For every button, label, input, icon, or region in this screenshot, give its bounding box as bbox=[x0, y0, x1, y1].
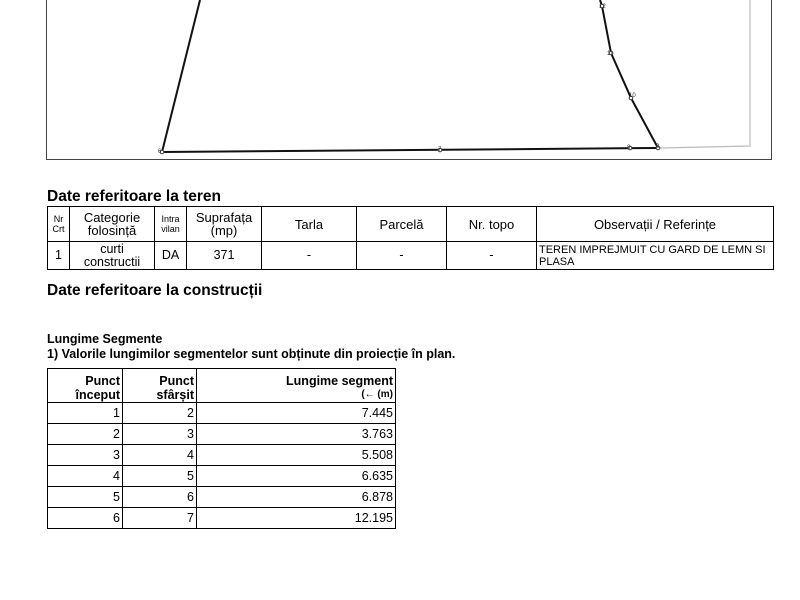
header-intravilan: Intra vilan bbox=[155, 207, 187, 242]
segment-row bbox=[48, 445, 396, 466]
cell-nr: 1 bbox=[48, 242, 70, 270]
segmente-header-row bbox=[48, 369, 396, 403]
cell-length: 3.763 bbox=[197, 424, 396, 445]
header-nr-crt: Nr Crt bbox=[48, 207, 70, 242]
cell-length: 7.445 bbox=[197, 403, 396, 424]
cell-length: 6.635 bbox=[197, 466, 396, 487]
cell-start: 1 bbox=[48, 403, 123, 424]
segment-row bbox=[48, 508, 396, 529]
segment-row bbox=[48, 487, 396, 508]
cell-end: 4 bbox=[123, 445, 197, 466]
header-punct-inceput: Punct început bbox=[48, 369, 123, 403]
cell-length: 6.878 bbox=[197, 487, 396, 508]
cell-suprafata: 371 bbox=[187, 242, 262, 270]
segmente-note: 1) Valorile lungimilor segmentelor sunt obținute din proiecție în plan. bbox=[47, 347, 456, 361]
parcel-plan bbox=[0, 0, 800, 170]
point-label: 7 bbox=[438, 147, 442, 153]
header-punct-sfarsit: Punct sfârșit bbox=[123, 369, 197, 403]
teren-row bbox=[48, 242, 774, 270]
header-suprafata: Suprafața (mp) bbox=[187, 207, 262, 242]
segment-row bbox=[48, 466, 396, 487]
point-label: 9 bbox=[656, 144, 660, 150]
cell-tarla: - bbox=[262, 242, 357, 270]
segmente-title: Lungime Segmente bbox=[47, 332, 163, 346]
segmente-body bbox=[48, 403, 396, 529]
point-label: 8 bbox=[627, 145, 631, 151]
cell-parcela: - bbox=[357, 242, 447, 270]
cell-start: 3 bbox=[48, 445, 123, 466]
header-nr-topo: Nr. topo bbox=[447, 207, 537, 242]
cell-end: 7 bbox=[123, 508, 197, 529]
cell-start: 2 bbox=[48, 424, 123, 445]
header-lungime-label: Lungime segment bbox=[286, 374, 393, 388]
cell-start: 4 bbox=[48, 466, 123, 487]
teren-table bbox=[47, 206, 774, 270]
cell-categorie: curti constructii bbox=[70, 242, 155, 270]
neighbor-boundary-line bbox=[660, 0, 750, 148]
parcel-edge bbox=[162, 0, 200, 152]
cell-length: 12.195 bbox=[197, 508, 396, 529]
cell-end: 3 bbox=[123, 424, 197, 445]
teren-section-title: Date referitoare la teren bbox=[47, 188, 222, 205]
plan-points bbox=[160, 4, 660, 154]
segmente-table bbox=[47, 368, 396, 529]
header-lungime-unit: (← (m) bbox=[361, 389, 393, 400]
segment-row bbox=[48, 403, 396, 424]
point-label: 10 bbox=[629, 93, 636, 99]
header-observatii: Observații / Referințe bbox=[537, 207, 774, 242]
segment-row bbox=[48, 424, 396, 445]
cell-start: 6 bbox=[48, 508, 123, 529]
constructii-section-title: Date referitoare la construcții bbox=[47, 282, 263, 299]
cell-end: 2 bbox=[123, 403, 197, 424]
cell-end: 5 bbox=[123, 466, 197, 487]
header-parcela: Parcelă bbox=[357, 207, 447, 242]
header-categorie: Categorie folosință bbox=[70, 207, 155, 242]
header-tarla: Tarla bbox=[262, 207, 357, 242]
cell-nr-topo: - bbox=[447, 242, 537, 270]
parcel-edge bbox=[162, 148, 658, 152]
header-lungime bbox=[197, 369, 396, 403]
teren-header-row bbox=[48, 207, 774, 242]
cell-start: 5 bbox=[48, 487, 123, 508]
cell-end: 6 bbox=[123, 487, 197, 508]
point-label: 6 bbox=[158, 149, 162, 155]
parcel-edge bbox=[600, 0, 658, 148]
point-label: 12 bbox=[599, 4, 606, 10]
cell-intravilan: DA bbox=[155, 242, 187, 270]
point-label: 11 bbox=[607, 51, 614, 57]
cell-observatii: TEREN IMPREJMUIT CU GARD DE LEMN SI PLASA bbox=[537, 242, 774, 270]
cell-length: 5.508 bbox=[197, 445, 396, 466]
